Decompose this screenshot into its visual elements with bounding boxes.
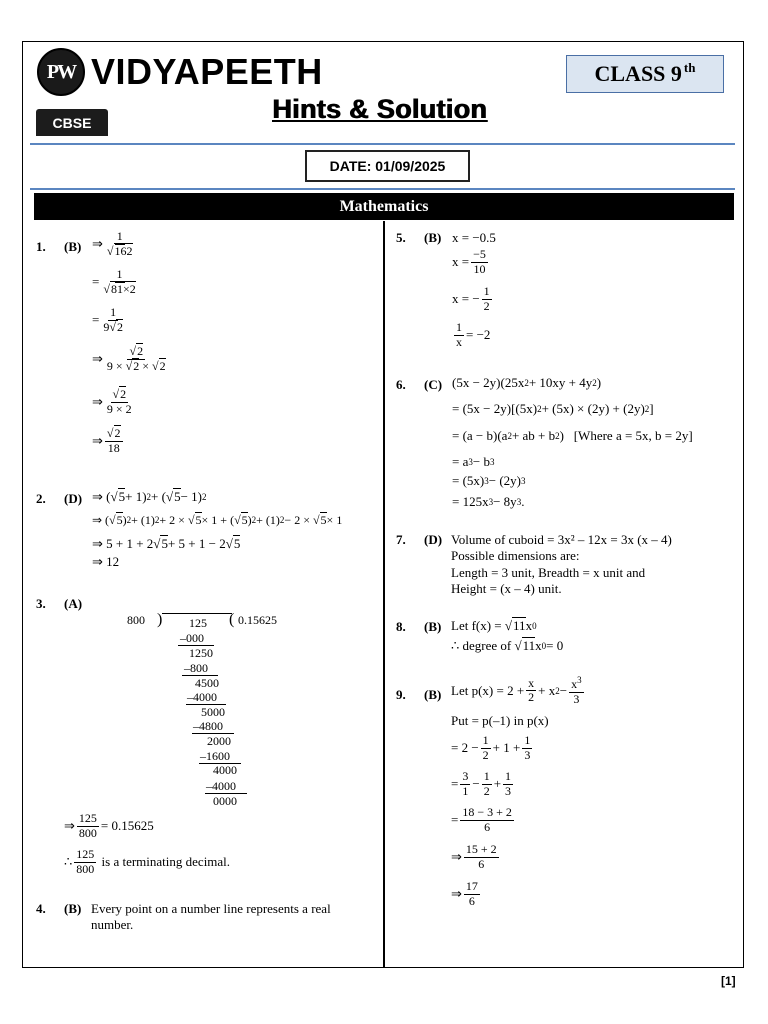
math-line: = $\frac{18 - 3 + 2}{6}$ (451, 805, 512, 834)
question-text: Volume of cuboid = 3x² – 12x = 3x (x – 4) (451, 532, 672, 547)
math-line: x = − $\frac{1}{2}$ (452, 284, 490, 313)
math-line: ⇒ $\frac{125}{800}$ = 0.15625 (64, 811, 154, 840)
answer-option: (A) (64, 596, 83, 611)
question-text: Put = p(–1) in p(x) (451, 713, 549, 728)
math-line: ⇒ $\frac{17}{6}$ (451, 879, 478, 908)
answer-option: (B) (424, 619, 442, 634)
divider-top (30, 143, 735, 145)
math-line: $\frac{1}{x}$ = −2 (456, 320, 491, 349)
document-title: Hints & Solution (272, 94, 487, 124)
math-line: ⇒ $\frac{√2}{9 \times √2 \times √2}$ (92, 344, 166, 373)
question-text: Every point on a number line represents a real (91, 901, 331, 916)
question-number: 9. (396, 687, 406, 702)
math-line: = $\frac{3}{1}$ − $\frac{1}{2}$ + $\frac{1}{3}$ (451, 769, 512, 798)
division-step: 0000 (213, 794, 237, 808)
division-step: –1600 (200, 749, 230, 763)
division-step: 5000 (201, 705, 225, 719)
math-line: ⇒ (√ 5 ) 2 + (1) 2 + 2 × √ 5 × 1 + (√ 5 ) 2 + (1) 2 − 2 × √ 5 × 1 (92, 512, 343, 527)
division-step: 4000 (213, 763, 237, 777)
question-number: 3. (36, 596, 46, 611)
math-line: ⇒ (√ 5 + 1) 2 + (√ 5 − 1) 2 (92, 488, 207, 504)
division-step: 2000 (207, 734, 231, 748)
question-number: 2. (36, 491, 46, 506)
page-number: [1] (721, 974, 736, 988)
math-line: Let f(x) = √ 11 x 0 (451, 617, 537, 633)
division-step: 1250 (189, 646, 213, 660)
math-line: ⇒ $\frac{15 + 2}{6}$ (451, 842, 497, 871)
answer-option: (B) (64, 239, 82, 254)
question-number: 6. (396, 377, 406, 392)
math-line: = (5x) 3 − (2y) 3 (452, 473, 526, 488)
long-division-divisor: 800 (127, 613, 145, 627)
math-line: = $\frac{1}{√81\times 2}$ (92, 267, 136, 296)
math-line: (5x − 2y)(25x 2 + 10xy + 4y 2 ) (452, 375, 602, 390)
question-number: 4. (36, 901, 46, 916)
math-line: = 125x 3 − 8y 3 . (452, 494, 525, 509)
question-number: 7. (396, 532, 406, 547)
question-text: Length = 3 unit, Breadth = x unit and (451, 565, 646, 580)
divider-bottom (30, 188, 735, 190)
division-step: –4000 (206, 779, 236, 793)
math-line: Let p(x) = 2 + $\frac{x}{2}$ + x 2 − $\frac{x^3}{3}$ (451, 675, 582, 706)
math-line: x = −0.5 (452, 230, 496, 245)
math-line: ⇒ 12 (92, 554, 120, 569)
question-number: 8. (396, 619, 406, 634)
pw-logo-icon: PW (37, 48, 85, 96)
date-box: DATE: 01/09/2025 (305, 150, 470, 182)
question-number: 5. (396, 230, 406, 245)
answer-option: (B) (424, 687, 442, 702)
question-number: 1. (36, 239, 46, 254)
division-bracket: ) (157, 611, 163, 628)
math-line: = 2 − $\frac{1}{2}$ + 1 + $\frac{1}{3}$ (451, 733, 531, 762)
math-line: ∴ $\frac{125}{800}$ is a terminating decimal. (64, 847, 231, 876)
header-logo (37, 48, 323, 96)
division-step: –4800 (193, 719, 223, 733)
answer-option: (B) (424, 230, 442, 245)
subject-bar: Mathematics (34, 193, 734, 220)
math-line: = (5x − 2y)[(5x) 2 + (5x) × (2y) + (2y) 2 ] (452, 401, 654, 416)
column-divider (383, 221, 385, 967)
math-line: x = $\frac{-5}{10}$ (452, 247, 486, 276)
division-bracket: ( (229, 611, 235, 628)
question-text: number. (91, 917, 134, 932)
division-bar (162, 613, 232, 614)
question-text: Possible dimensions are: (451, 548, 580, 563)
brand-name: VIDYAPEETH (91, 51, 323, 92)
division-step: –4000 (187, 690, 217, 704)
math-line: = $\frac{1}{9√2}$ (92, 305, 123, 334)
math-line: ⇒ 5 + 1 + 2√ 5 + 5 + 1 − 2√ 5 (92, 535, 241, 551)
math-line: ⇒ $\frac{1}{√162}$ (92, 229, 133, 258)
answer-option: (D) (424, 532, 443, 547)
math-line: = a 3 − b 3 (452, 454, 495, 469)
answer-option: (B) (64, 901, 82, 916)
math-line: ⇒ $\frac{√2}{9 \times 2}$ (92, 387, 132, 416)
division-step: –800 (184, 661, 208, 675)
division-step: –000 (180, 631, 204, 645)
math-line: ∴ degree of √ 11 x 0 = 0 (451, 637, 564, 653)
answer-option: (C) (424, 377, 443, 392)
math-line: = (a − b)(a 2 + ab + b 2 ) [Where a = 5x, b = 2y] (452, 428, 693, 443)
question-text: Height = (x – 4) unit. (451, 581, 562, 596)
long-division-quotient: 0.15625 (238, 613, 277, 627)
math-line: ⇒ $\frac{√2}{18}$ (92, 426, 121, 455)
board-badge: CBSE (36, 109, 108, 136)
division-step: 125 (189, 616, 207, 630)
class-label: CLASS 9 $^{th}$ (566, 55, 724, 93)
division-step: 4500 (195, 676, 219, 690)
answer-option: (D) (64, 491, 83, 506)
